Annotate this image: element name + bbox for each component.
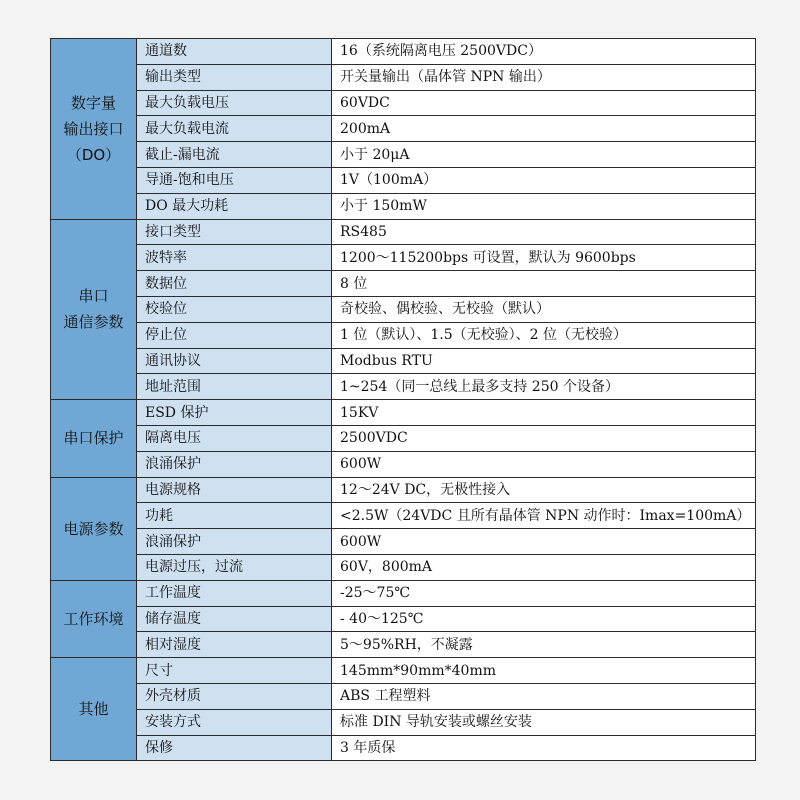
param-value-cell: ABS 工程塑料 — [332, 683, 756, 709]
param-name-cell: 功耗 — [137, 503, 332, 529]
category-label: 串口 — [78, 287, 109, 306]
param-value-cell: 600W — [332, 529, 756, 555]
category-label: （DO） — [66, 145, 121, 164]
param-value-cell: 145mm*90mm*40mm — [332, 658, 756, 684]
param-name-cell: 电源过压，过流 — [137, 554, 332, 580]
category-label: 其他 — [78, 700, 109, 719]
table-row — [51, 64, 756, 90]
table-row — [51, 503, 756, 529]
category-label: 串口保护 — [63, 429, 124, 448]
category-label: 通信参数 — [63, 313, 124, 332]
category-cell — [51, 658, 137, 761]
table-row — [51, 271, 756, 297]
category-label: 工作环境 — [63, 609, 124, 628]
param-name-cell: 尺寸 — [137, 658, 332, 684]
param-name-cell: 通讯协议 — [137, 348, 332, 374]
param-value-cell: 15KV — [332, 400, 756, 426]
table-row — [51, 374, 756, 400]
param-value-cell: 2500VDC — [332, 425, 756, 451]
table-row — [51, 580, 756, 606]
param-name-cell: 工作温度 — [137, 580, 332, 606]
param-value-cell: 1~254（同一总线上最多支持 250 个设备） — [332, 374, 756, 400]
table-row — [51, 709, 756, 735]
param-name-cell: 浪涌保护 — [137, 451, 332, 477]
param-value-cell: -25～75℃ — [332, 580, 756, 606]
param-name-cell: 截止-漏电流 — [137, 142, 332, 168]
param-name-cell: 通道数 — [137, 39, 332, 65]
table-row — [51, 735, 756, 761]
category-cell — [51, 580, 137, 657]
param-name-cell: 校验位 — [137, 296, 332, 322]
table-row — [51, 193, 756, 219]
param-name-cell: 储存温度 — [137, 606, 332, 632]
category-cell — [51, 219, 137, 400]
category-cell — [51, 477, 137, 580]
category-cell — [51, 39, 137, 220]
table-row — [51, 451, 756, 477]
param-value-cell: 5～95%RH，不凝露 — [332, 632, 756, 658]
table-row — [51, 296, 756, 322]
param-name-cell: 数据位 — [137, 271, 332, 297]
table-row — [51, 90, 756, 116]
table-row — [51, 529, 756, 555]
param-value-cell: 60V，800mA — [332, 554, 756, 580]
param-name-cell: 停止位 — [137, 322, 332, 348]
table-row — [51, 425, 756, 451]
spec-table-body — [51, 39, 756, 761]
param-name-cell: 波特率 — [137, 245, 332, 271]
param-name-cell: 地址范围 — [137, 374, 332, 400]
param-value-cell: 200mA — [332, 116, 756, 142]
param-value-cell: 60VDC — [332, 90, 756, 116]
table-row — [51, 167, 756, 193]
table-row — [51, 39, 756, 65]
category-label: 电源参数 — [63, 519, 124, 538]
param-value-cell: 1V（100mA） — [332, 167, 756, 193]
param-name-cell: 接口类型 — [137, 219, 332, 245]
param-value-cell: 1200～115200bps 可设置，默认为 9600bps — [332, 245, 756, 271]
param-name-cell: 隔离电压 — [137, 425, 332, 451]
param-name-cell: 导通-饱和电压 — [137, 167, 332, 193]
table-row — [51, 477, 756, 503]
param-name-cell: 保修 — [137, 735, 332, 761]
param-value-cell: - 40～125℃ — [332, 606, 756, 632]
param-value-cell: RS485 — [332, 219, 756, 245]
table-row — [51, 632, 756, 658]
category-label: 数字量 — [70, 93, 116, 112]
param-name-cell: 输出类型 — [137, 64, 332, 90]
table-row — [51, 400, 756, 426]
param-value-cell: Modbus RTU — [332, 348, 756, 374]
spec-table — [50, 38, 756, 761]
param-name-cell: 相对湿度 — [137, 632, 332, 658]
table-row — [51, 554, 756, 580]
param-value-cell: 小于 20μA — [332, 142, 756, 168]
param-value-cell: 16（系统隔离电压 2500VDC） — [332, 39, 756, 65]
param-name-cell: DO 最大功耗 — [137, 193, 332, 219]
table-row — [51, 322, 756, 348]
table-row — [51, 116, 756, 142]
table-row — [51, 245, 756, 271]
param-name-cell: 安装方式 — [137, 709, 332, 735]
table-row — [51, 658, 756, 684]
param-name-cell: 最大负载电流 — [137, 116, 332, 142]
param-value-cell: 标准 DIN 导轨安装或螺丝安装 — [332, 709, 756, 735]
category-label: 输出接口 — [63, 119, 124, 138]
param-value-cell: 开关量输出（晶体管 NPN 输出） — [332, 64, 756, 90]
param-value-cell: 600W — [332, 451, 756, 477]
param-value-cell: 小于 150mW — [332, 193, 756, 219]
param-name-cell: 外壳材质 — [137, 683, 332, 709]
category-cell — [51, 400, 137, 477]
table-row — [51, 348, 756, 374]
param-value-cell: 奇校验、偶校验、无校验（默认） — [332, 296, 756, 322]
param-name-cell: 电源规格 — [137, 477, 332, 503]
param-value-cell: 3 年质保 — [332, 735, 756, 761]
table-row — [51, 142, 756, 168]
param-value-cell: 12～24V DC，无极性接入 — [332, 477, 756, 503]
param-value-cell: <2.5W（24VDC 且所有晶体管 NPN 动作时：Imax=100mA） — [332, 503, 756, 529]
param-name-cell: 最大负载电压 — [137, 90, 332, 116]
param-name-cell: ESD 保护 — [137, 400, 332, 426]
param-name-cell: 浪涌保护 — [137, 529, 332, 555]
param-value-cell: 1 位（默认）、1.5（无校验）、2 位（无校验） — [332, 322, 756, 348]
table-row — [51, 219, 756, 245]
table-row — [51, 606, 756, 632]
table-row — [51, 683, 756, 709]
param-value-cell: 8 位 — [332, 271, 756, 297]
